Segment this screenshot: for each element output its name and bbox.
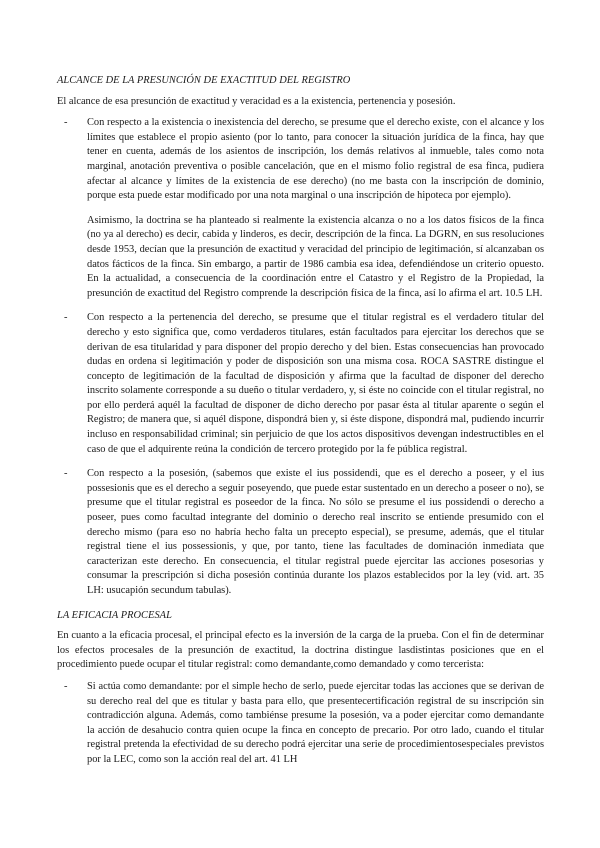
section-intro-eficacia: En cuanto a la eficacia procesal, el principal efecto es la inversión de la carga de la prueba. Con el fin de determinar los efectos procesales de la presunción de exactitud, la doctrina distingue lasdistintas posiciones que en el procedimiento puede ocupar el titular registral: como demandante,como demandado y como tercerista: <box>57 630 544 671</box>
list-item-posesion <box>57 467 544 598</box>
paragraph-pertenencia: Con respecto a la pertenencia del derecho, se presume que el titular registral es el verdadero titular del derecho y esto significa que, como verdaderos titulares, están facultados para ejercitar los derechos que se derivan de esa titularidad y para disponer del propio derecho y del bien. Estas consecuencias han provocado dudas en ordena si legitimación y poder de disposición son una misma cosa. ROCA SASTRE distingue el concepto de legitimación de la facultad de disposición y afirma que la facultad de disponer del derecho inscrito solamente corresponde a su dueño o titular verdadero, y, si éste no coincide con el titular registral, no por ello perderá aquél la facultad de disponer de dicho derecho por pasar ésta al titular aparente o según el Registro; de manera que, si aquél dispone, dispondrá bien y, si éste dispone, dispondrá mal, pudiendo incurrir incluso en responsabilidad criminal; sin perjuicio de que los actos dispositivos devengan indestructibles en el caso de que el adquirente reúna la condición de tercero protegido por la fe pública registral. <box>87 312 544 455</box>
paragraph-demandante: Si actúa como demandante: por el simple hecho de serlo, puede ejercitar todas las acciones que se derivan de su derecho real del que es titular y basta para ello, que presentecertificación registral de su inscripción sin contradicción alguna. Además, como tambiénse presume la posesión, va a poder ejercitar como demandante la acción de desahucio contra quien ocupe la finca en concepto de precario. Por otro lado, cuando el titular registral pretenda la efectividad de su derecho podrá ejercitar una serie de procedimientosespeciales previstos por la LEC, como son la acción real del art. 41 LH <box>87 680 544 765</box>
paragraph-datos-fisicos: Asimismo, la doctrina se ha planteado si realmente la existencia alcanza o no a los datos físicos de la finca (no ya al derecho) es decir, cabida y linderos, es decir, descripción de la finca. La DGRN, en sus resoluciones desde 1953, decían que la presunción de exactitud y veracidad del principio de legitimación, sí alcanzaban os datos fácticos de la finca. Sin embargo, a partir de 1986 cambia esa idea, defendiéndose un criterio opuesto. En la actualidad, a consecuencia de la coordinación entre el Catastro y el Registro de la Propiedad, la presunción de exactitud del Registro comprende la descripción física de la finca, así lo afirma el art. 10.5 LH. <box>87 214 544 299</box>
section-heading-alcance: ALCANCE DE LA PRESUNCIÓN DE EXACTITUD DEL REGISTRO <box>57 75 351 86</box>
bullet-dash: - <box>64 117 68 129</box>
section-heading-eficacia: LA EFICACIA PROCESAL <box>57 609 172 621</box>
section-intro-alcance: El alcance de esa presunción de exactitud y veracidad es a la existencia, pertenencia y posesión. <box>57 95 456 107</box>
bullet-dash: - <box>64 468 68 480</box>
bullet-dash: - <box>64 312 68 324</box>
list-item-demandante <box>57 680 544 768</box>
list-item-existencia <box>57 116 544 301</box>
paragraph-existencia: Con respecto a la existencia o inexistencia del derecho, se presume que el derecho existe, con el alcance y los límites que establece el propio asiento (por lo tanto, para conocer la situación jurídica de la finca, hay que tener en cuenta, además de los asientos de inscripción, los demás relativos al inmueble, tales como nota marginal, anotación preventiva o posible cancelación, que en el mismo folio registral de esa finca, pudiera afectar al alcance y límites de la existencia de ese derecho) (no me basta con la inscripción de dominio, porque esta puede estar modificado por una nota marginal o una inscripción de hipoteca por ejemplo). <box>87 117 544 202</box>
paragraph-posesion: Con respecto a la posesión, (sabemos que existe el ius possidendi, que es el derecho a poseer, y el ius possesionis que es el derecho a seguir poseyendo, que puede estar sustentado en un derecho a poseer o no), se presume que el titular registral es poseedor de la finca. No sólo se presume el ius possidendi o derecho a poseer, pues como facultad integrante del dominio o derecho real inscrito se entiende presumido con el derecho mismo (para eso no habría hecho falta un precepto especial), se presume, además, que el titular registral tiene el ius possessionis, y que, por tanto, tiene las facultades de dominación inmediata que caracterizan este derecho. En consecuencia, el titular registral puede ejercitar las acciones posesorias y consumar la prescripción si dicha posesión continúa durante los plazos establecidos por la ley (vid. art. 35 LH: usucapión secundum tabulas). <box>87 468 544 596</box>
bullet-dash: - <box>64 680 68 692</box>
list-item-pertenencia <box>57 311 544 457</box>
